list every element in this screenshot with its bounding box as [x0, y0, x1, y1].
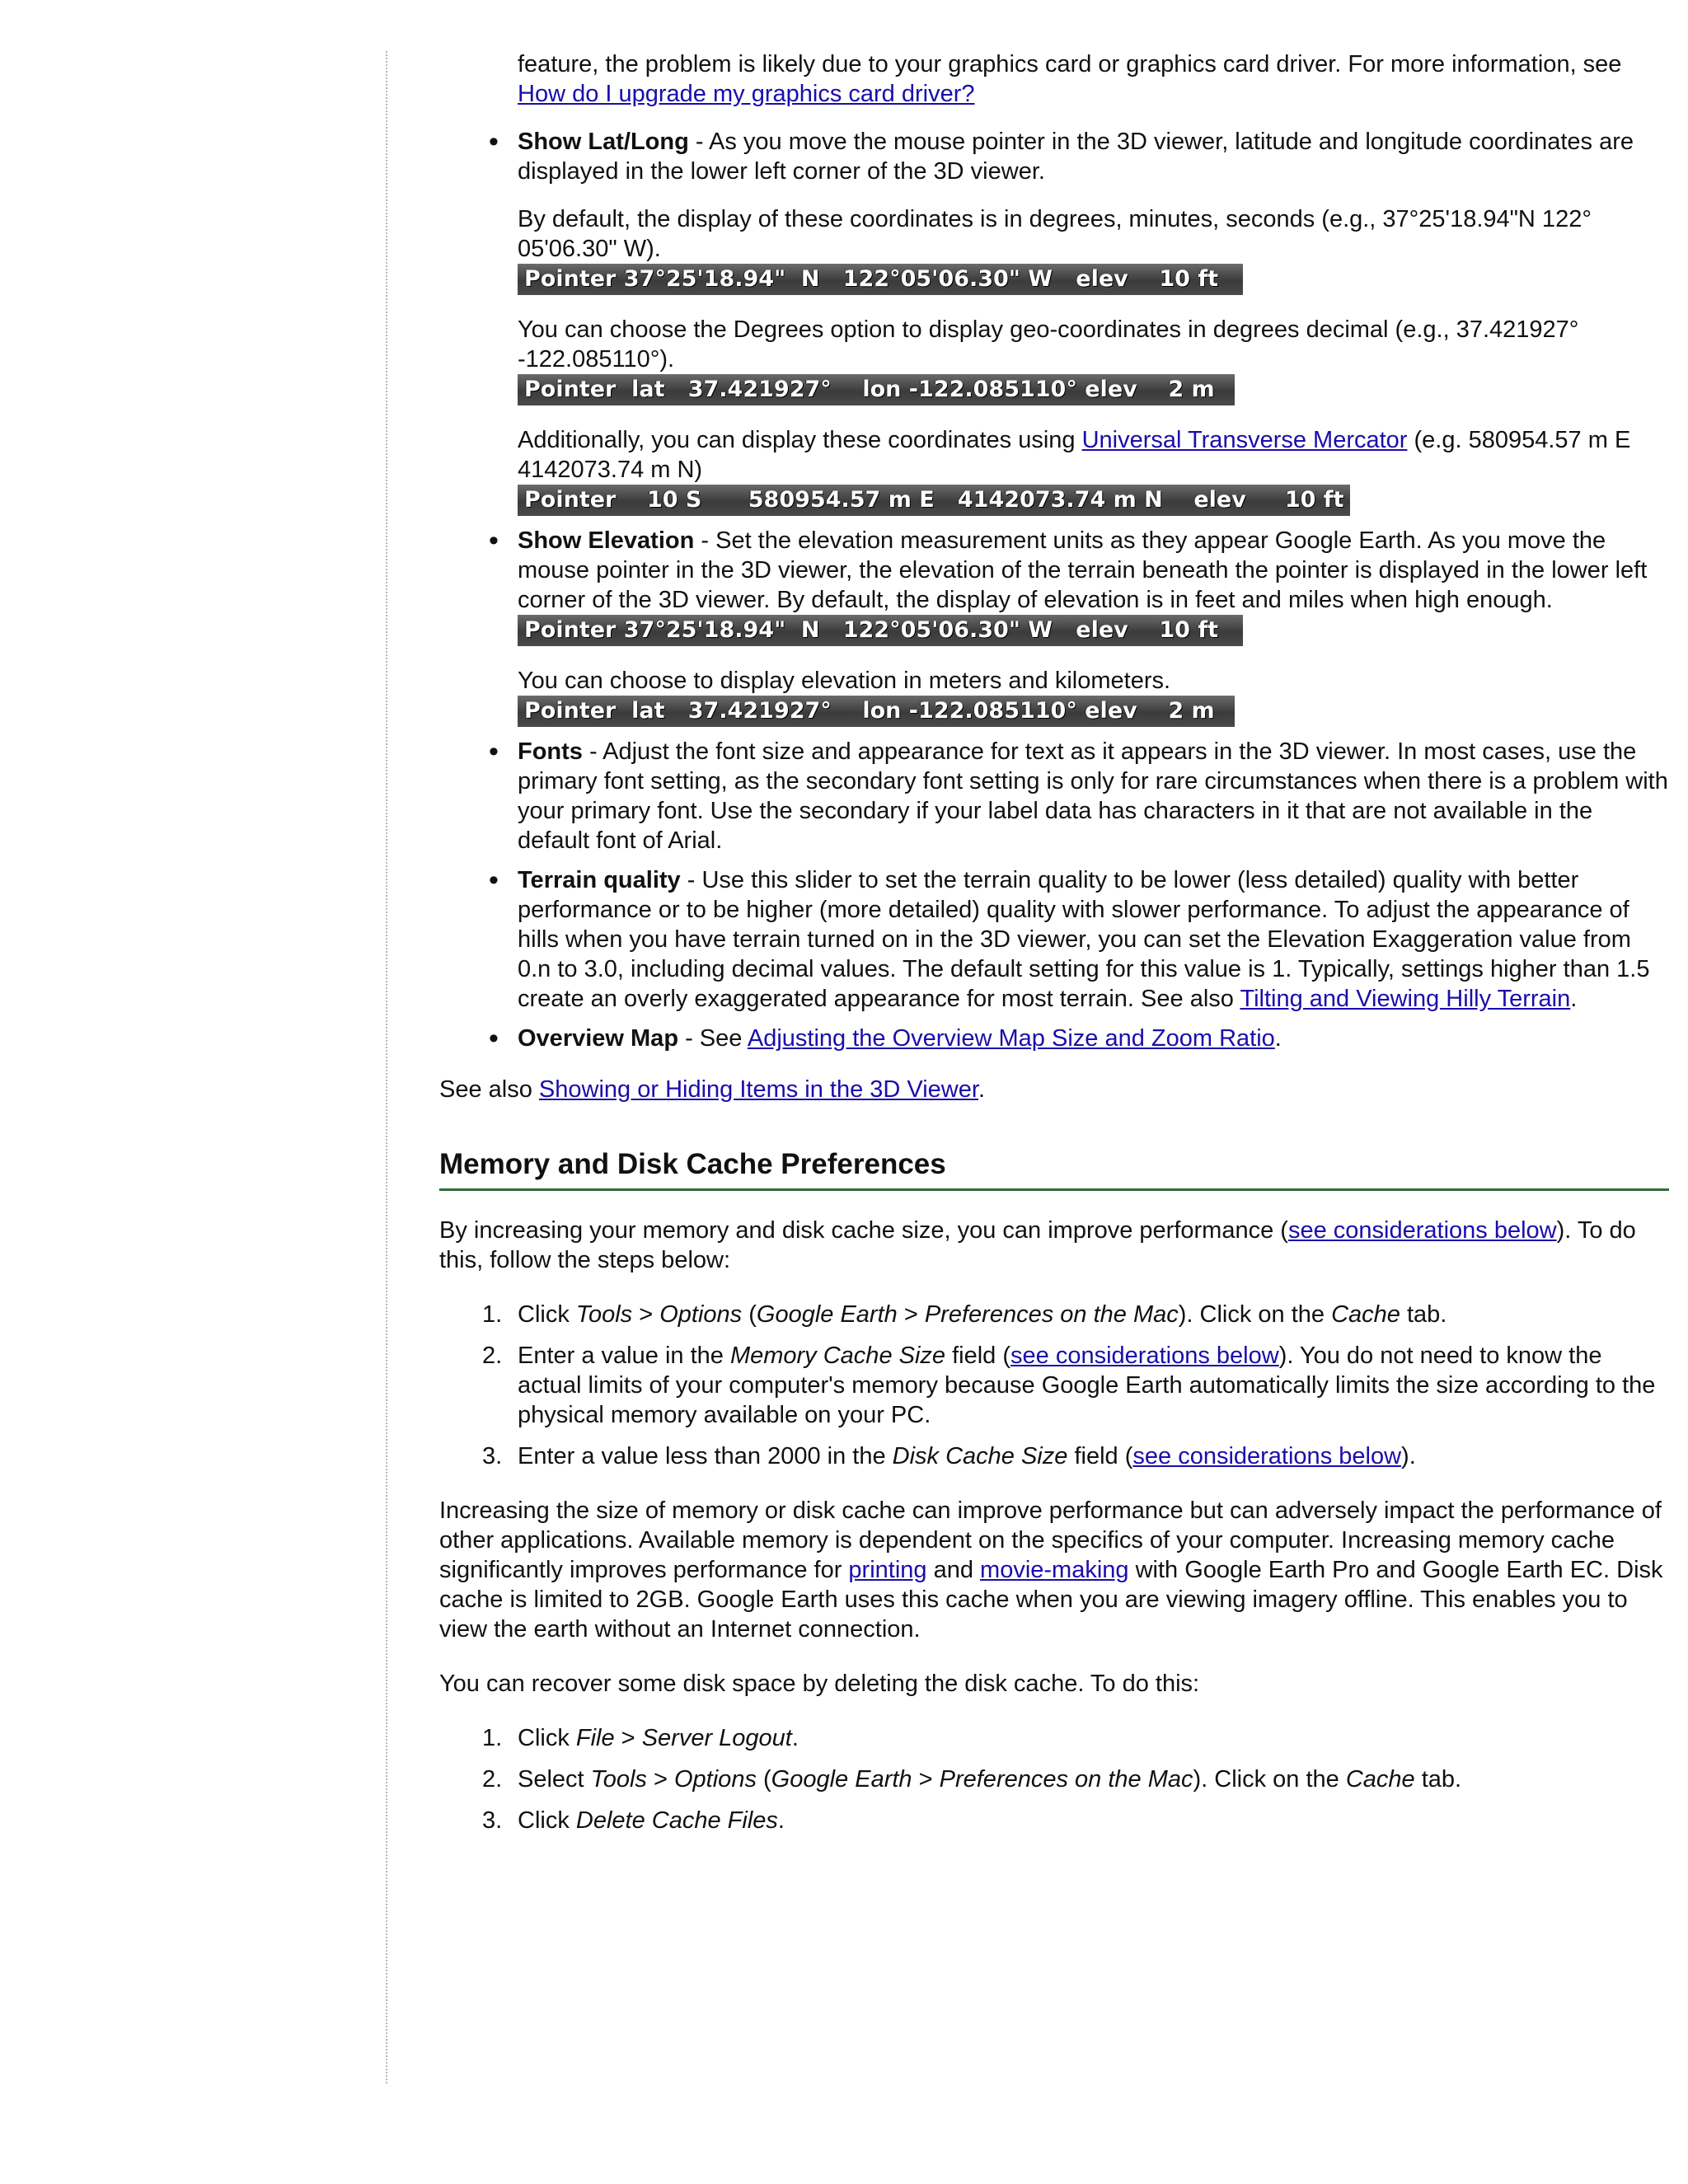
- coordinate-bar-dms: Pointer 37°25'18.94" N 122°05'06.30" W elev 10 ft: [518, 264, 1243, 295]
- coordinate-bar-degrees: Pointer lat 37.421927° lon -122.085110° elev 2 m: [518, 374, 1235, 405]
- printing-link[interactable]: printing: [848, 1557, 927, 1583]
- hilly-terrain-link[interactable]: Tilting and Viewing Hilly Terrain: [1240, 986, 1571, 1012]
- delete-cache-steps-list: [439, 1723, 1669, 1835]
- step-item: 1. Click Tools > Options (Google Earth > Preferences on the Mac). Click on the Cache tab.: [482, 1301, 1447, 1328]
- showing-hiding-items-link[interactable]: Showing or Hiding Items in the 3D Viewer: [538, 1076, 978, 1103]
- list-item-fonts: • Fonts - Adjust the font size and appearance for text as it appears in the 3D viewer. In most cases, use the primary font setting, as the secondary font setting is only for rare circumstances when there is a problem with your primary font. Use the secondary if your label data has characters in it that are not available in the default font of Arial.: [439, 737, 1669, 855]
- meters-description: You can choose to display elevation in meters and kilometers.: [518, 668, 1171, 694]
- considerations-link[interactable]: see considerations below: [1010, 1343, 1279, 1369]
- see-also-paragraph: See also Showing or Hiding Items in the 3D Viewer.: [439, 1076, 986, 1103]
- cache-steps-list: [439, 1300, 1669, 1471]
- performance-paragraph: Increasing the size of memory or disk cache can improve performance but can adversely impact the performance of other applications. Available memory is dependent on the specifics of your computer. Increasing memory cache significantly improves performance for printing and movie-making with Google Earth Pro and Google Earth EC. Disk cache is limited to 2GB. Google Earth uses this cache when you are viewing imagery offline. This enables you to view the earth without an Internet connection.: [439, 1497, 1663, 1643]
- list-item-overview-map: • Overview Map - See Adjusting the Overview Map Size and Zoom Ratio.: [439, 1024, 1669, 1053]
- top-paragraph: feature, the problem is likely due to your graphics card or graphics card driver. For more information, see How do I upgrade my graphics card driver?: [518, 51, 1622, 107]
- help-content: [439, 49, 1669, 1847]
- step-item: 2. Select Tools > Options (Google Earth > Preferences on the Mac). Click on the Cache tab.: [482, 1766, 1462, 1793]
- options-list: [439, 127, 1669, 1053]
- step-item: 3. Enter a value less than 2000 in the Disk Cache Size field (see considerations below).: [482, 1443, 1416, 1469]
- step-item: 2. Enter a value in the Memory Cache Size field (see considerations below). You do not need to know the actual limits of your computer's memory because Google Earth automatically limits the size according to the physical memory available on your PC.: [482, 1343, 1656, 1428]
- coordinate-bar-feet: Pointer 37°25'18.94" N 122°05'06.30" W elev 10 ft: [518, 615, 1243, 646]
- movie-making-link[interactable]: movie-making: [980, 1557, 1129, 1583]
- considerations-link[interactable]: see considerations below: [1287, 1217, 1557, 1244]
- recover-space-paragraph: You can recover some disk space by deleting the disk cache. To do this:: [439, 1671, 1200, 1697]
- step-item: 1. Click File > Server Logout.: [482, 1725, 799, 1751]
- list-item-lat-long: • Show Lat/Long - As you move the mouse pointer in the 3D viewer, latitude and longitude coordinates are displayed in the lower left corner of the 3D viewer. By default, the display of these coordinates is in degrees, minutes, seconds (e.g., 37°25'18.94"N 122° 05'06.30" W). Pointer 37°25'18.94" N 122°05'06.30" W elev 10 ft You can choose the Degrees option to display geo-coordinates in degrees decimal (e.g., 37.421927° -122.085110°). Pointer lat 37.421927° lon -122.085110° elev 2 m Additionally, you can display these coordinates using Universal Transverse Mercator (e.g. 580954.57 m E 4142073.74 m N) Pointer 10 S 580954.57 m E 4142073.74 m N elev 10 ft: [439, 127, 1669, 516]
- coordinate-bar-meters: Pointer lat 37.421927° lon -122.085110° elev 2 m: [518, 696, 1235, 727]
- step-item: 3. Click Delete Cache Files.: [482, 1807, 785, 1834]
- list-item-terrain: • Terrain quality - Use this slider to set the terrain quality to be lower (less detailed) quality with better performance or to be higher (more detailed) quality with slower performance. To adjust the appearance of hills when you have terrain turned on in the 3D viewer, you can set the Elevation Exaggeration value from 0.n to 3.0, including decimal values. The default setting for this value is 1. Typically, settings higher than 1.5 create an overly exaggerated appearance for most terrain. See also Tilting and Viewing Hilly Terrain.: [439, 865, 1669, 1014]
- coordinate-bar-utm: Pointer 10 S 580954.57 m E 4142073.74 m N elev 10 ft: [518, 485, 1350, 516]
- memory-cache-heading: Memory and Disk Cache Preferences: [439, 1147, 1669, 1191]
- utm-link[interactable]: Universal Transverse Mercator: [1081, 427, 1408, 453]
- dotted-divider: [386, 51, 387, 2083]
- list-item-elevation: • Show Elevation - Set the elevation measurement units as they appear Google Earth. As you move the mouse pointer in the 3D viewer, the elevation of the terrain beneath the pointer is displayed in the lower left corner of the 3D viewer. By default, the display of elevation is in feet and miles when high enough. Pointer 37°25'18.94" N 122°05'06.30" W elev 10 ft You can choose to display elevation in meters and kilometers. Pointer lat 37.421927° lon -122.085110° elev 2 m: [439, 526, 1669, 727]
- graphics-driver-link[interactable]: How do I upgrade my graphics card driver?: [518, 81, 975, 107]
- considerations-link[interactable]: see considerations below: [1132, 1443, 1402, 1469]
- memory-intro: By increasing your memory and disk cache size, you can improve performance (see considerations below). To do this, follow the steps below:: [439, 1217, 1636, 1273]
- overview-map-link[interactable]: Adjusting the Overview Map Size and Zoom Ratio: [747, 1025, 1275, 1052]
- dms-description: By default, the display of these coordinates is in degrees, minutes, seconds (e.g., 37°25'18.94"N 122° 05'06.30" W).: [518, 206, 1592, 262]
- degrees-description: You can choose the Degrees option to display geo-coordinates in degrees decimal (e.g., 37.421927° -122.085110°).: [518, 316, 1579, 373]
